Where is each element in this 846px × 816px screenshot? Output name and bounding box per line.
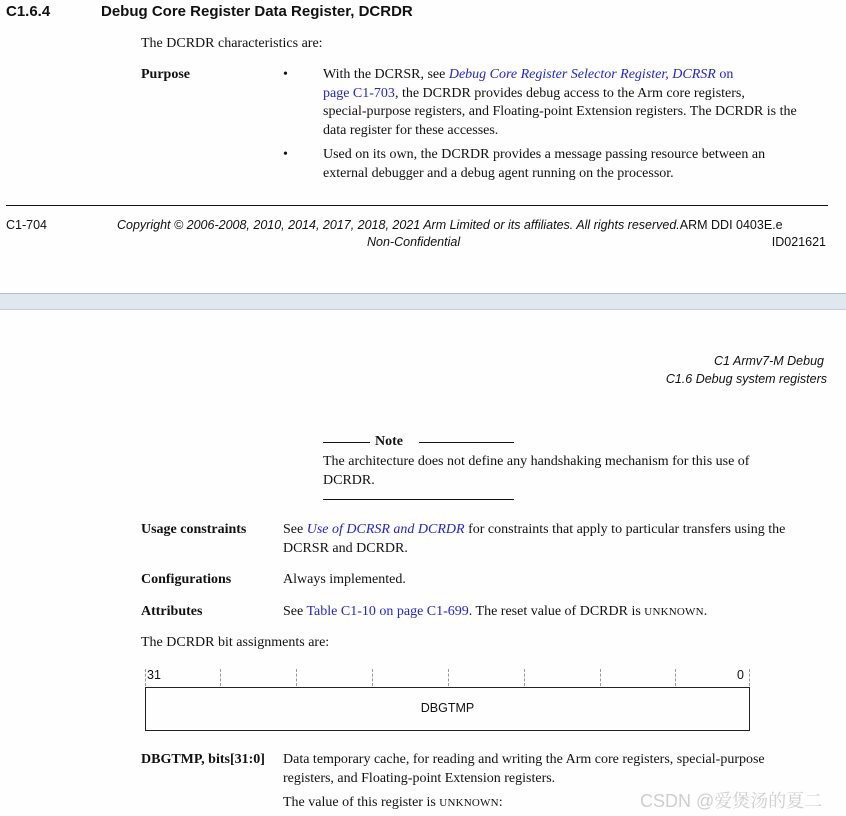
bit-tick (749, 669, 750, 686)
section-number: C1.6.4 (6, 3, 51, 20)
note-title: Note (375, 434, 403, 449)
purpose-bullet-1-line-1 (323, 66, 733, 85)
purpose-bullet-2-line-2: external debugger and a debug agent running on the processor. (323, 165, 674, 181)
running-header-chapter: C1 Armv7-M Debug (714, 354, 824, 368)
text: With the DCRSR, see (323, 67, 449, 82)
text: . The reset value of DCRDR is (468, 604, 645, 619)
text: . (703, 604, 708, 619)
link-dcrsr-on[interactable]: on (715, 67, 734, 82)
intro-text: The DCRDR characteristics are: (141, 36, 323, 51)
bit-tick (600, 669, 601, 686)
watermark: CSDN @爱煲汤的夏二 (640, 791, 823, 811)
section-title: Debug Core Register Data Register, DCRDR (101, 3, 413, 20)
register-field-box (145, 687, 750, 731)
text: , the DCRDR provides debug access to the Arm core registers, (394, 85, 745, 101)
text: The value of this register is (283, 795, 440, 810)
field-value-text (283, 794, 503, 813)
configurations-value: Always implemented. (283, 572, 406, 587)
bullet-icon: • (283, 147, 288, 162)
footer-issue-id: ID021621 (771, 235, 826, 249)
footer-page-number: C1-704 (6, 218, 47, 232)
note-rule-left (323, 442, 370, 443)
unknown-smallcaps: UNKNOWN (644, 606, 704, 618)
register-field-name: DBGTMP (420, 701, 475, 715)
doc-id: ARM DDI 0403E.e (679, 218, 783, 232)
link-dcrsr[interactable]: Debug Core Register Selector Register, DCRSR (448, 67, 716, 82)
usage-constraints-line-2: DCRSR and DCRDR. (283, 540, 408, 556)
bit-assignments-intro: The DCRDR bit assignments are: (141, 635, 330, 650)
bit-tick (145, 669, 146, 686)
field-desc-line-1: Data temporary cache, for reading and writing the Arm core registers, special-purpose (283, 752, 765, 767)
footer-copyright (117, 218, 783, 232)
note-rule-bottom (323, 499, 514, 500)
field-desc-line-2: registers, and Floating-point Extension registers. (283, 770, 556, 786)
configurations-label: Configurations (141, 572, 232, 587)
purpose-bullet-1-line-2 (323, 85, 745, 104)
bullet-icon: • (283, 67, 288, 82)
purpose-bullet-2-line-1: Used on its own, the DCRDR provides a message passing resource between an (323, 147, 766, 162)
footer-rule (6, 205, 828, 206)
text: See (283, 522, 307, 537)
usage-constraints-label: Usage constraints (141, 522, 247, 537)
note-line-2: DCRDR. (323, 472, 375, 488)
note-line-1: The architecture does not define any handshaking mechanism for this use of (323, 454, 750, 469)
bit-tick (372, 669, 373, 686)
attributes-label: Attributes (141, 604, 203, 619)
attributes-value (283, 603, 707, 622)
bit-tick (220, 669, 221, 686)
lsb-label: 0 (737, 668, 744, 682)
copyright-text: Copyright © 2006-2008, 2010, 2014, 2017, 2018, 2021 Arm Limited or its affiliates. All rights reserved. (117, 218, 680, 232)
link-use-of-dcrsr-dcrdr[interactable]: Use of DCRSR and DCRDR (306, 522, 465, 537)
text: for constraints that apply to particular transfers using the (464, 522, 786, 537)
unknown-smallcaps: UNKNOWN (439, 797, 499, 809)
text: : (498, 795, 503, 810)
footer-confidentiality: Non-Confidential (367, 235, 461, 249)
purpose-bullet-1-line-4: data register for these accesses. (323, 122, 499, 138)
text: See (283, 604, 307, 619)
purpose-label: Purpose (141, 67, 190, 82)
purpose-bullet-1-line-3: special-purpose registers, and Floating-point Extension registers. The DCRDR is the (323, 104, 797, 119)
field-desc-label: DBGTMP, bits[31:0] (141, 752, 265, 767)
bit-tick (524, 669, 525, 686)
link-page-c1-703[interactable]: page C1-703 (323, 85, 395, 101)
msb-label: 31 (147, 668, 161, 682)
note-rule-right (419, 442, 514, 443)
link-table-c1-10[interactable]: Table C1-10 on page C1-699 (306, 604, 469, 619)
bit-tick (675, 669, 676, 686)
bit-tick (296, 669, 297, 686)
page-separator (0, 293, 846, 310)
bit-tick (448, 669, 449, 686)
running-header-section: C1.6 Debug system registers (665, 372, 827, 386)
usage-constraints-line-1 (283, 521, 785, 540)
